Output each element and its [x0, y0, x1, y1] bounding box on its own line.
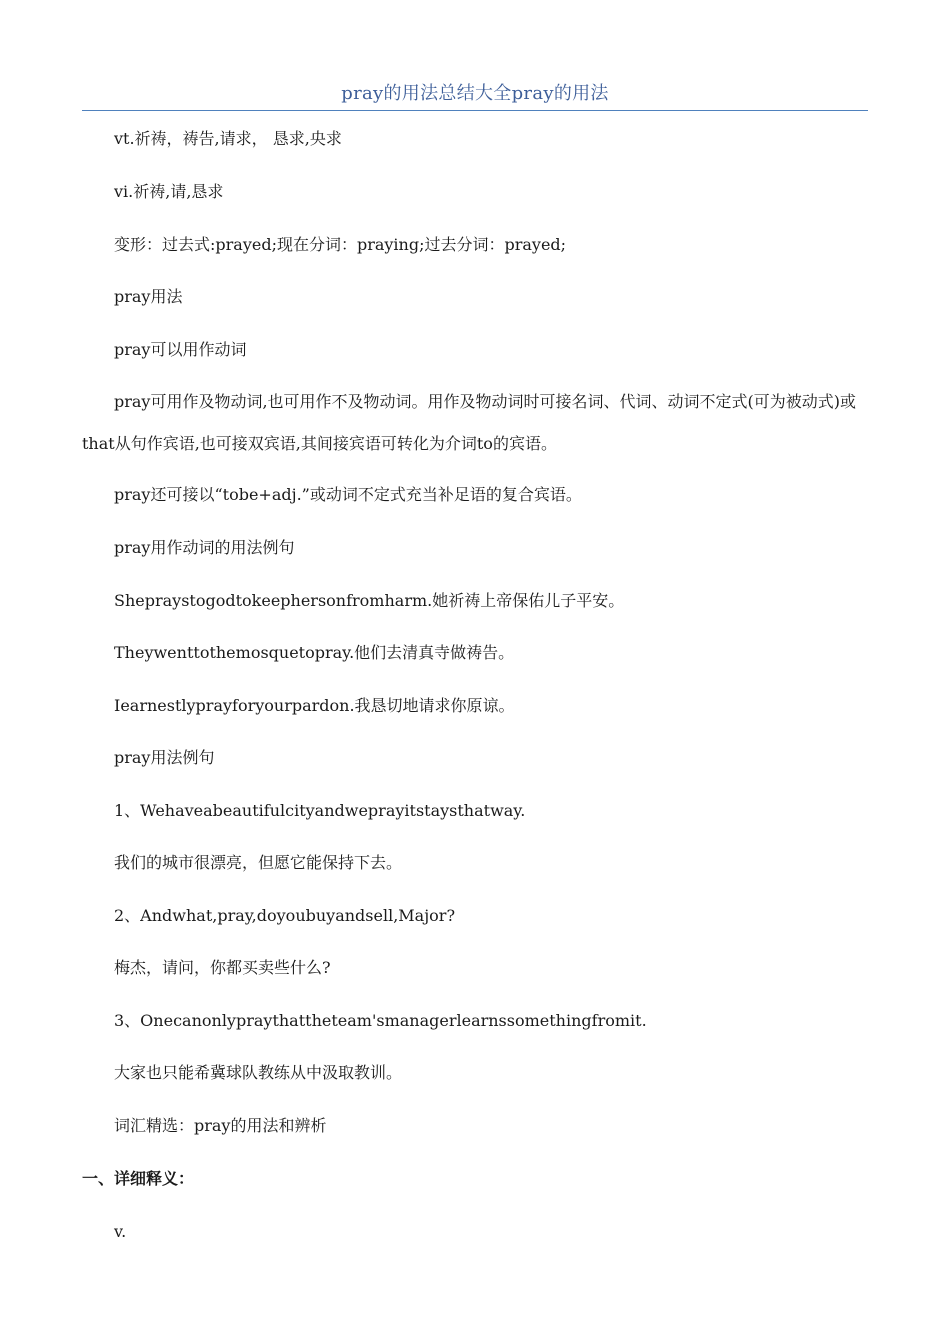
detailed-definition-heading: 一、详细释义：	[82, 1169, 195, 1188]
numbered-example-1-zh: 我们的城市很漂亮，但愿它能保持下去。	[114, 853, 403, 872]
numbered-example-2-en: 2、Andwhat,pray,doyoubuyandsell,Major?	[114, 906, 456, 925]
example-sentence-3: Iearnestlyprayforyourpardon.我恳切地请求你原谅。	[114, 696, 515, 715]
complex-object-note: pray还可接以“tobe+adj.”或动词不定式充当补足语的复合宾语。	[114, 485, 582, 504]
definition-vi: vi.祈祷,请,恳求	[114, 182, 224, 201]
section-heading-examples: pray用法例句	[114, 748, 215, 767]
part-of-speech-label: v.	[114, 1222, 127, 1241]
definition-vt: vt.祈祷，祷告,请求， 恳求,央求	[114, 129, 342, 148]
numbered-example-2-zh: 梅杰，请问，你都买卖些什么?	[114, 958, 331, 977]
document-title: pray的用法总结大全pray的用法	[341, 83, 609, 104]
usage-explanation: pray可用作及物动词,也可用作不及物动词。用作及物动词时可接名词、代词、动词不定式(可为被动式)或that从句作宾语,也可接双宾语,其间接宾语可转化为介词to的宾语。	[82, 392, 857, 453]
page-header	[82, 80, 868, 111]
section-heading-usage: pray用法	[114, 287, 183, 306]
section-heading-verb: pray可以用作动词	[114, 340, 247, 359]
numbered-example-1-en: 1、Wehaveabeautifulcityandweprayitstaysthatway.	[114, 801, 526, 820]
vocabulary-heading: 词汇精选：pray的用法和辨析	[114, 1116, 327, 1135]
example-sentence-1: Shepraystogodtokeephersonfromharm.她祈祷上帝保佑儿子平安。	[114, 591, 625, 610]
inflection-forms: 变形：过去式:prayed;现在分词：praying;过去分词：prayed;	[114, 235, 567, 254]
example-sentence-2: Theywenttothemosquetopray.他们去清真寺做祷告。	[114, 643, 515, 662]
numbered-example-3-en: 3、Onecanonlypraythattheteam'smanagerlearnssomethingfromit.	[114, 1011, 647, 1030]
numbered-example-3-zh: 大家也只能希冀球队教练从中汲取教训。	[114, 1063, 403, 1082]
section-heading-verb-examples: pray用作动词的用法例句	[114, 538, 295, 557]
